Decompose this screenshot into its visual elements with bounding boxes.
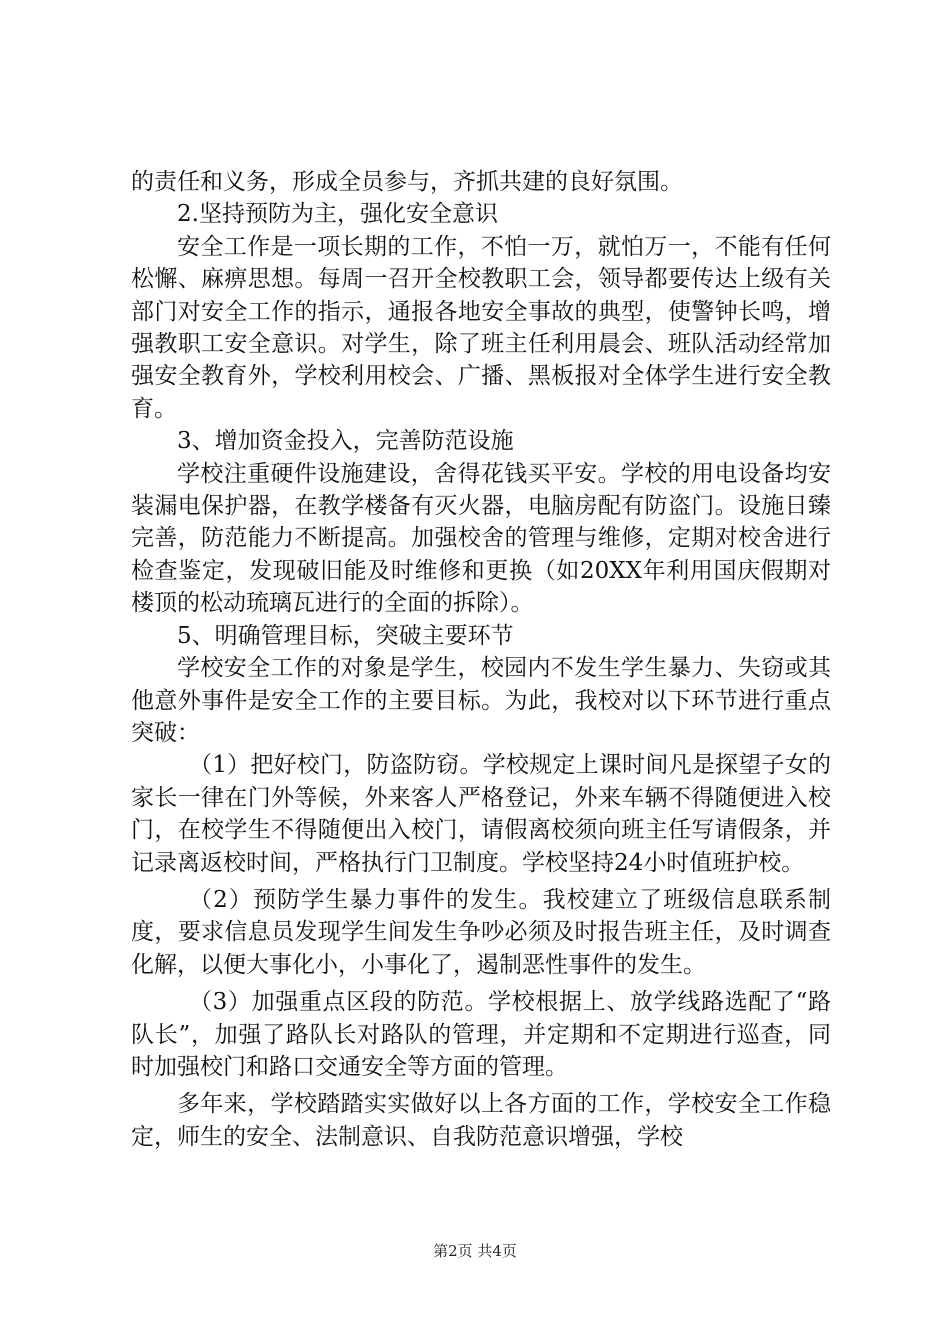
paragraph-item-3: （3）加强重点区段的防范。学校根据上、放学线路选配了“路队长”，加强了路队长对路队的管理，并定期和不定期进行巡查，同时加强校门和路口交通安全等方面的管理。: [131, 989, 831, 1080]
paragraph-goals: 学校安全工作的对象是学生，校园内不发生学生暴力、失窃或其他意外事件是安全工作的主要目标。为此，我校对以下环节进行重点突破：: [131, 655, 831, 746]
document-body: [131, 166, 831, 1153]
paragraph-funding: 学校注重硬件设施建设，舍得花钱买平安。学校的用电设备均安装漏电保护器，在教学楼备有灭火器，电脑房配有防盗门。设施日臻完善，防范能力不断提高。加强校舍的管理与维修，定期对校舍进行检查鉴定，发现破旧能及时维修和更换（如20XX年利用国庆假期对楼顶的松动琉璃瓦进行的全面的拆除）。: [131, 460, 831, 617]
section-heading-prevention: 2.坚持预防为主，强化安全意识: [177, 201, 498, 228]
section-heading-goals: 5、明确管理目标，突破主要环节: [177, 622, 514, 649]
section-heading-funding: 3、增加资金投入，完善防范设施: [177, 428, 514, 455]
page-footer: 第2页 共4页: [433, 1242, 517, 1260]
paragraph-prevention: 安全工作是一项长期的工作，不怕一万，就怕万一，不能有任何松懈、麻痹思想。每周一召开全校教职工会，领导都要传达上级有关部门对安全工作的指示，通报各地安全事故的典型，使警钟长鸣，增强教职工安全意识。对学生，除了班主任利用晨会、班队活动经常加强安全教育外，学校利用校会、广播、黑板报对全体学生进行安全教育。: [131, 233, 831, 422]
paragraph-summary: 多年来，学校踏踏实实做好以上各方面的工作，学校安全工作稳定，师生的安全、法制意识、自我防范意识增强，学校: [131, 1091, 831, 1150]
paragraph-continuation: 的责任和义务，形成全员参与，齐抓共建的良好氛围。: [131, 169, 683, 195]
paragraph-item-1: （1）把好校门，防盗防窃。学校规定上课时间凡是探望子女的家长一律在门外等候，外来客人严格登记，外来车辆不得随便进入校门，在校学生不得随便出入校门，请假离校须向班主任写请假条，并记录离返校时间，严格执行门卫制度。学校坚持24小时值班护校。: [131, 752, 831, 876]
paragraph-item-2: （2）预防学生暴力事件的发生。我校建立了班级信息联系制度，要求信息员发现学生间发生争吵必须及时报告班主任，及时调查化解，以便大事化小，小事化了，遏制恶性事件的发生。: [131, 886, 831, 978]
